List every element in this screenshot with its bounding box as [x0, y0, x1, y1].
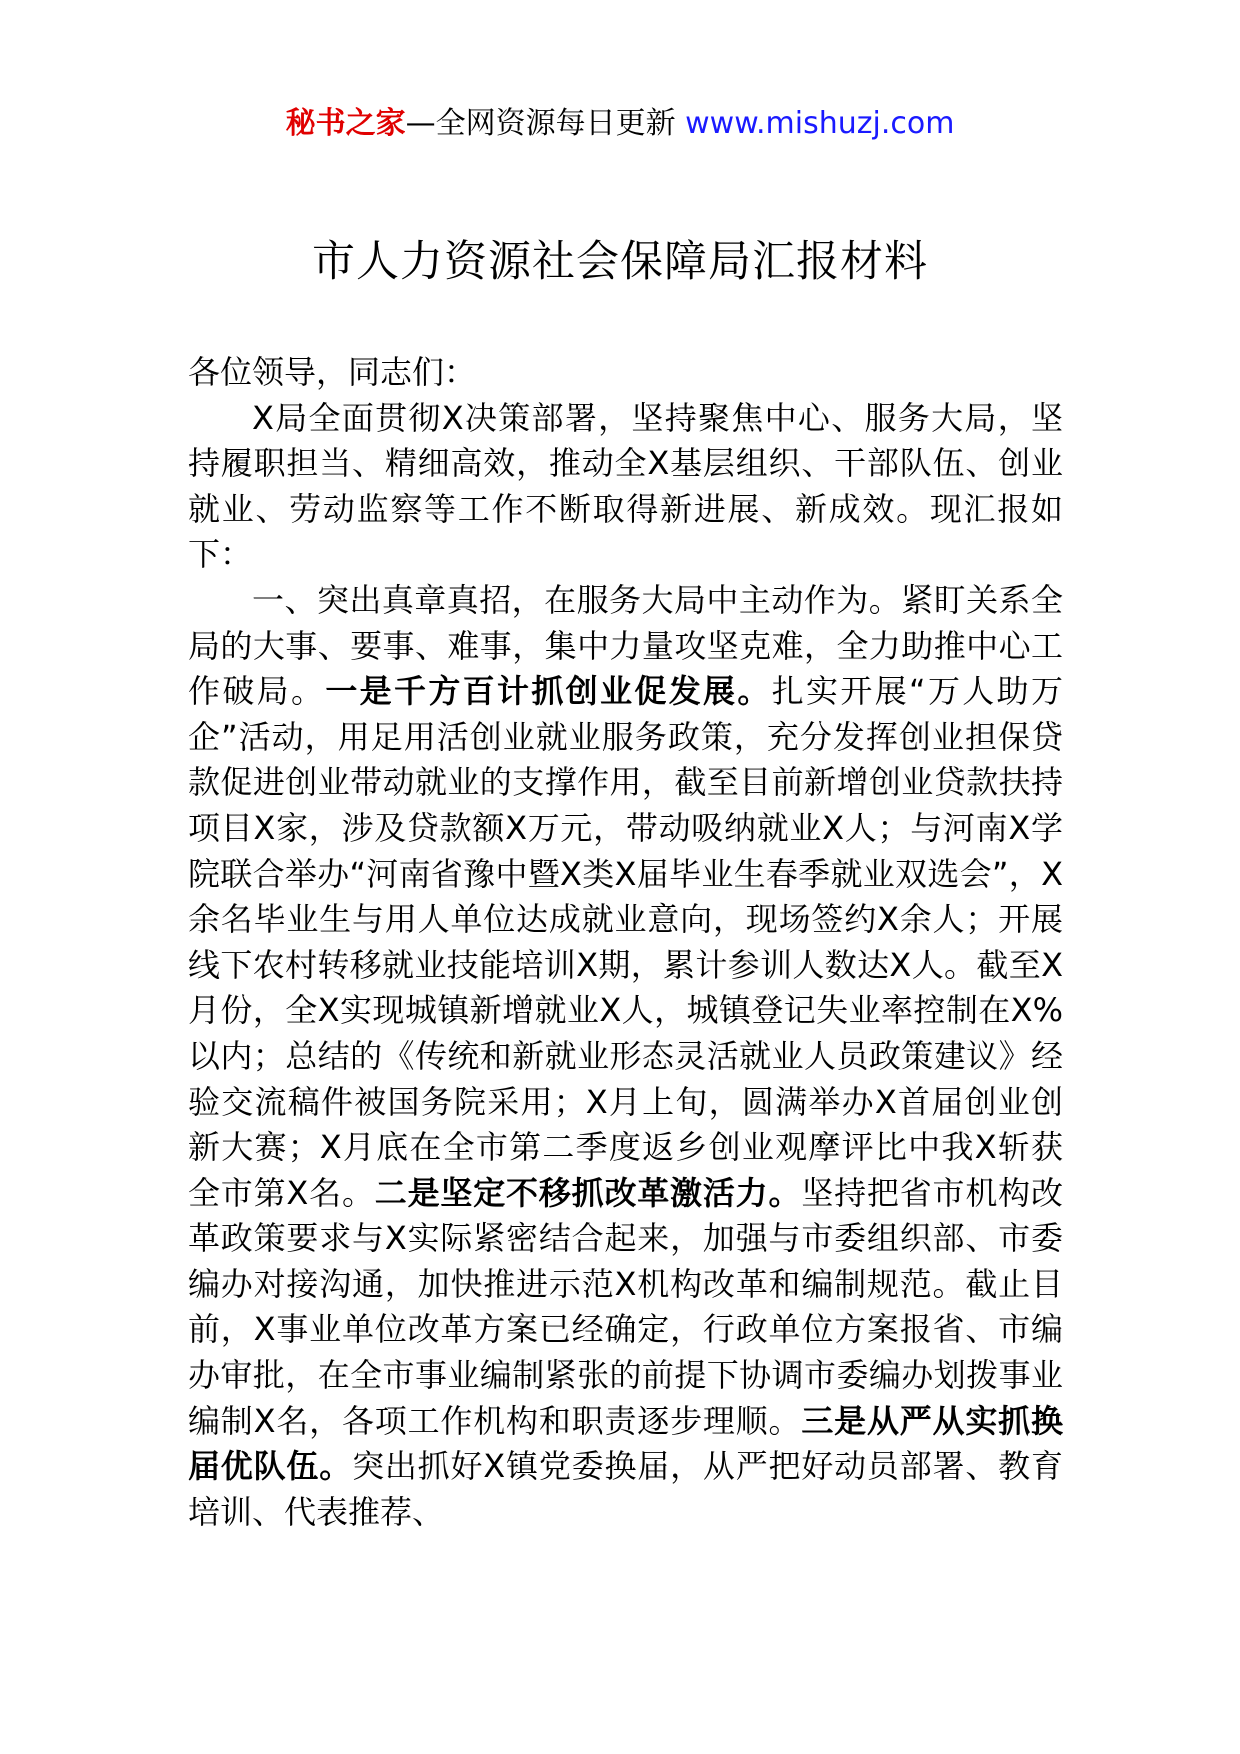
point-one-text: 扎实开展“万人助万企”活动，用足用活创业就业服务政策，充分发挥创业担保贷款促进创业带动就业的支撑作用，截至目前新增创业贷款扶持项目X家，涉及贷款额X万元，带动吸纳就业X人；与河南X学院联合举办“河南省豫中暨X类X届毕业生春季就业双选会”，X余名毕业生与用人单位达成就业意向，现场签约X余人；开展线下农村转移就业技能培训X期，累计参训人数达X人。截至X月份，全X实现城镇新增就业X人，城镇登记失业率控制在X%以内；总结的《传统和新就业形态灵活就业人员政策建议》经验交流稿件被国务院采用；X月上旬，圆满举办X首届创业创新大赛；X月底在全市第二季度返乡创业观摩评比中我X斩获全市第X名。	[188, 672, 1063, 1212]
paragraph-section-one	[188, 578, 1063, 1535]
point-two-heading: 二是坚定不移抓改革激活力。	[374, 1173, 802, 1212]
salutation: 各位领导，同志们：	[188, 353, 477, 391]
site-tagline: —全网资源每日更新	[405, 106, 686, 141]
point-two-text: 坚持把省市机构改革政策要求与X实际紧密结合起来，加强与市委组织部、市委编办对接沟通，加快推进示范X机构改革和编制规范。截止目前，X事业单位改革方案已经确定，行政单位方案报省、市编办审批，在全市事业编制紧张的前提下协调市委编办划拨事业编制X名，各项工作机构和职责逐步理顺。	[188, 1173, 1063, 1440]
site-url-link[interactable]: www.mishuzj.com	[685, 106, 955, 141]
document-title: 市人力资源社会保障局汇报材料	[312, 237, 928, 287]
point-three-heading: 三是从严从实抓换届优队伍。	[188, 1401, 1063, 1486]
paragraph-intro: X局全面贯彻X决策部署，坚持聚焦中心、服务大局，坚持履职担当、精细高效，推动全X基层组织、干部队伍、创业就业、劳动监察等工作不断取得新进展、新成效。现汇报如下：	[188, 398, 1063, 574]
site-brand: 秘书之家	[285, 106, 406, 141]
document-body	[188, 350, 1063, 1535]
point-three-text: 突出抓好X镇党委换届，从严把好动员部署、教育培训、代表推荐、	[188, 1447, 1063, 1531]
section-one-lead: 一、突出真章真招，在服务大局中主动作为。紧盯关系全局的大事、要事、难事，集中力量攻坚克难，全力助推中心工作破局。	[188, 580, 1063, 711]
site-header	[0, 100, 1240, 148]
point-one-heading: 一是千方百计抓创业促发展。	[325, 672, 772, 711]
